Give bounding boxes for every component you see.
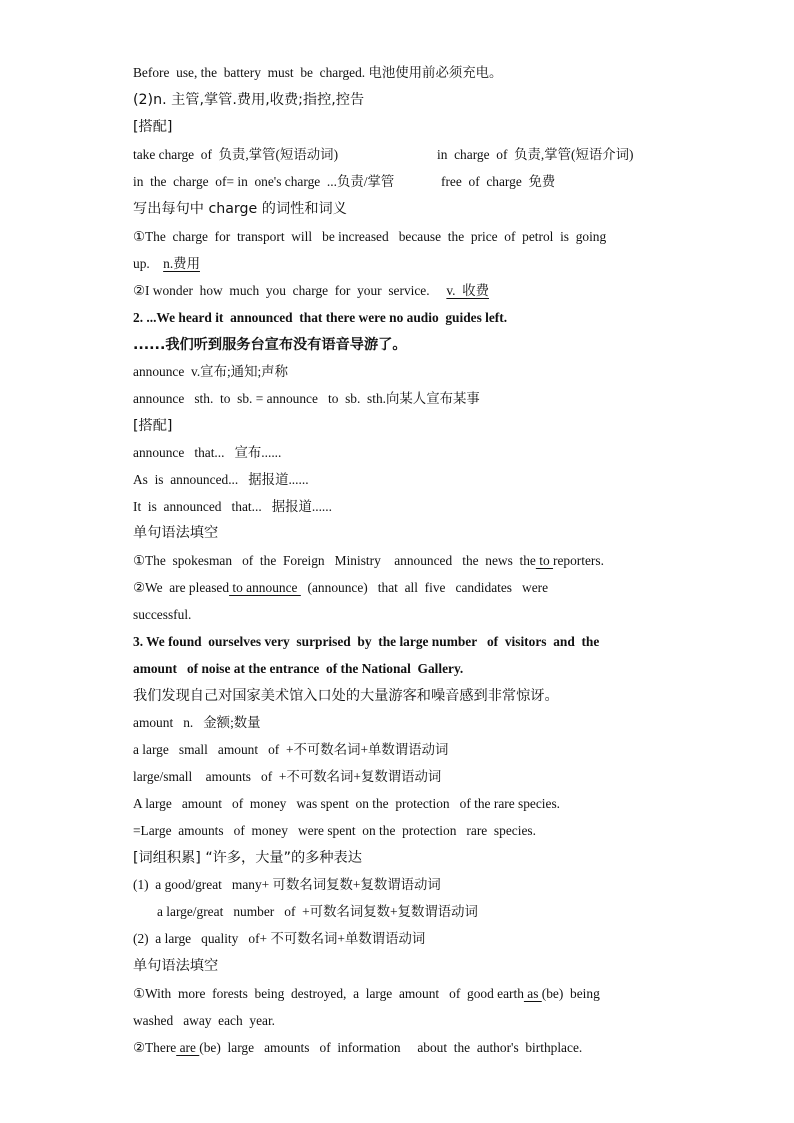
text: [搭配] (133, 119, 173, 135)
charge-definition-2 (133, 91, 364, 109)
exercise-instruction (133, 200, 347, 218)
text: large/small amounts of +不可数名词+复数谓语动词 (133, 769, 442, 784)
text: free of charge 免费 (441, 174, 556, 189)
text: ①The charge for transport will be increased because the price of petrol is going (133, 229, 607, 244)
text: ②We are pleased (133, 580, 230, 595)
text: 单句语法填空 (133, 958, 219, 974)
text: a large/great number of +可数名词复数+复数谓语动词 (157, 904, 478, 919)
text: take charge of 负责,掌管(短语动词) (133, 147, 339, 162)
text: announce v.宣布;通知;声称 (133, 364, 288, 379)
section-2-translation (133, 336, 407, 354)
text: in the charge of= in one's charge ...负责/掌管 (133, 174, 395, 189)
phrase-1 (133, 876, 441, 894)
answer-blank: to (535, 553, 553, 568)
text: 写出每句中 charge 的词性和词义 (133, 201, 347, 217)
amount-example-2 (133, 822, 536, 840)
text: amount n. 金额;数量 (133, 715, 261, 730)
section-3-heading-cont (133, 660, 463, 678)
exercise-item-1 (133, 552, 604, 570)
amount-definition (133, 714, 261, 732)
exercise-item-2 (133, 282, 489, 300)
text: =Large amounts of money were spent on the protection rare species. (133, 823, 536, 838)
text: up. (133, 256, 150, 271)
text: a large small amount of +不可数名词+单数谓语动词 (133, 742, 449, 757)
text: (1) a good/great many+ 可数名词复数+复数谓语动词 (133, 877, 441, 892)
answer-blank: v. 收费 (446, 283, 490, 298)
charge-example-sentence (133, 64, 502, 82)
section-2-heading (133, 309, 507, 327)
text: 我们发现自己对国家美术馆入口处的大量游客和噪音感到非常惊讶。 (133, 688, 559, 704)
exercise-instruction (133, 524, 218, 542)
section-3-heading (133, 633, 599, 651)
text: A large amount of money was spent on the protection of the rare species. (133, 796, 561, 811)
answer-blank: n.费用 (163, 256, 200, 271)
collocation-take-charge-of (133, 146, 338, 164)
text: announce sth. to sb. = announce to sb. sth.向某人宣布某事 (133, 391, 480, 406)
text: ①The spokesman of the Foreign Ministry announced the news the (133, 553, 536, 568)
text: amount of noise at the entrance of the National Gallery. (133, 661, 464, 676)
amount-example-1 (133, 795, 560, 813)
text: (be) large amounts of information about the author's birthplace. (199, 1040, 583, 1055)
exercise-instruction (133, 957, 218, 975)
text: It is announced that... 据报道...... (133, 499, 332, 514)
amount-usage-singular (133, 741, 448, 759)
text: 单句语法填空 (133, 525, 219, 541)
amount-usage-plural (133, 768, 441, 786)
exercise-item-2 (133, 1039, 582, 1057)
text: in charge of 负责,掌管(短语介词) (437, 147, 634, 162)
collocation-heading (133, 118, 172, 136)
text: (2) a large quality of+ 不可数名词+单数谓语动词 (133, 931, 426, 946)
announce-usage (133, 390, 480, 408)
exercise-item-2-cont (133, 606, 191, 624)
collocation-in-charge-of (437, 146, 634, 164)
collocation-free-of-charge (441, 173, 555, 191)
text: As is announced... 据报道...... (133, 472, 309, 487)
phrase-accumulation-heading (133, 849, 362, 867)
exercise-item-1-cont (133, 1012, 275, 1030)
text: (2)n. 主管,掌管.费用,收费;指控,控告 (133, 92, 365, 108)
section-3-translation (133, 687, 559, 705)
text: (announce) that all five candidates were (300, 580, 549, 595)
answer-blank: to announce (229, 580, 301, 595)
text: [词组积累] “许多，大量”的多种表达 (133, 850, 362, 866)
collocation-announce-that (133, 444, 281, 462)
exercise-item-1 (133, 228, 606, 246)
text: ②I wonder how much you charge for your service. (133, 283, 430, 298)
text: washed away each year. (133, 1013, 276, 1028)
text: ②There (133, 1040, 177, 1055)
collocation-as-is-announced (133, 471, 309, 489)
text: reporters. (553, 553, 604, 568)
exercise-item-1 (133, 985, 600, 1003)
collocation-in-the-charge-of (133, 173, 394, 191)
text: successful. (133, 607, 192, 622)
text: ......我们听到服务台宣布没有语音导游了。 (133, 337, 407, 353)
text: 3. We found ourselves very surprised by the large number of visitors and the (133, 634, 600, 649)
text: ①With more forests being destroyed, a large amount of good earth (133, 986, 524, 1001)
answer-blank: as (523, 986, 542, 1001)
exercise-item-1-cont (133, 255, 200, 273)
text: (be) being (541, 986, 600, 1001)
text: 2. ...We heard it announced that there were no audio guides left. (133, 310, 508, 325)
answer-blank: are (176, 1040, 200, 1055)
collocation-heading (133, 417, 172, 435)
phrase-1-alt (157, 903, 478, 921)
text: [搭配] (133, 418, 173, 434)
collocation-it-is-announced (133, 498, 332, 516)
text: announce that... 宣布...... (133, 445, 282, 460)
text: Before use, the battery must be charged. 电池使用前必须充电。 (133, 65, 503, 80)
phrase-2 (133, 930, 425, 948)
announce-definition (133, 363, 288, 381)
exercise-item-2 (133, 579, 548, 597)
